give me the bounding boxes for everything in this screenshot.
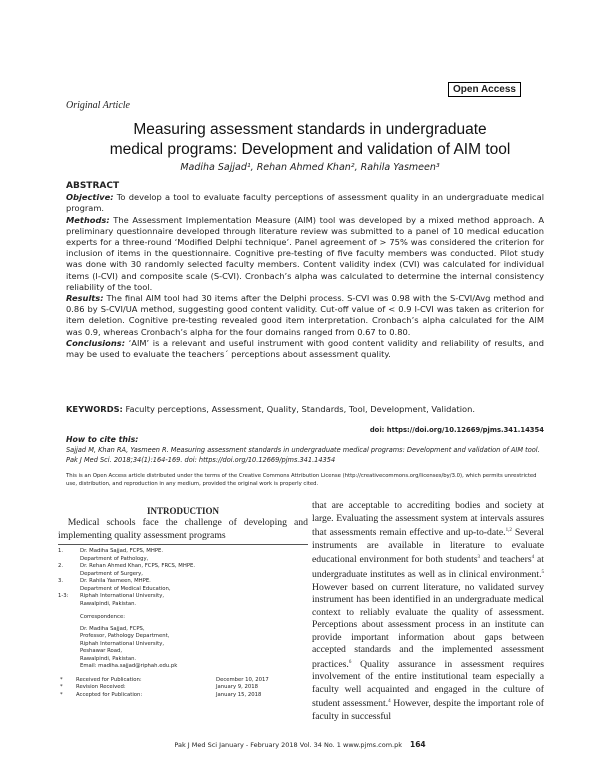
correspondence-line: Dr. Madiha Sajjad, FCPS, xyxy=(80,625,145,632)
correspondence-label: Correspondence: xyxy=(80,614,125,620)
conclusions-label: Conclusions: xyxy=(66,337,126,348)
introduction-heading: INTRODUCTION xyxy=(146,506,219,516)
abstract-conclusions xyxy=(66,338,544,360)
bullet-icon: * xyxy=(60,691,63,698)
footnote-number: 3. xyxy=(58,578,64,584)
title-line-1: Measuring assessment standards in undergraduate xyxy=(133,121,487,138)
article-type: Original Article xyxy=(66,100,130,111)
date-value: January 15, 2018 xyxy=(216,691,262,698)
date-row-accepted xyxy=(58,692,308,700)
open-access-badge: Open Access xyxy=(448,82,521,97)
citation-ref: 1,2 xyxy=(505,528,512,533)
body-text: Several instruments are available in literature to evaluate educational environment for both students xyxy=(312,527,544,566)
objective-text: To develop a tool to evaluate faculty perceptions of assessment quality in an undergraduate medical program. xyxy=(66,192,544,214)
body-text: that are acceptable to accrediting bodies and society at large. Evaluating the assessment system at intervals assures that assessments remain effective and up-to-date. xyxy=(312,500,544,539)
body-text: at undergraduate institutes as well as in clinical environment. xyxy=(312,554,544,581)
date-value: January 9, 2018 xyxy=(216,684,258,690)
date-value: December 10, 2017 xyxy=(216,676,269,683)
keywords-label: KEYWORDS: xyxy=(66,404,123,414)
license-notice: This is an Open Access article distributed under the terms of the Creative Commons Attribution License (http://creativecommons.org/licenses/by/3.0), which permits unrestricted use, distribution, and reproduction in any medium, provided the original work is properly cited. xyxy=(66,473,537,487)
results-label: Results: xyxy=(66,293,104,304)
date-row-received xyxy=(58,677,308,685)
footnote-affiliation xyxy=(58,593,308,608)
footnote-line: Department of Surgery, xyxy=(80,570,143,577)
correspondence-details xyxy=(58,626,308,671)
abstract-methods xyxy=(66,215,544,293)
bullet-icon: * xyxy=(60,676,63,683)
citation-ref: 6 xyxy=(348,659,352,665)
methods-text: The Assessment Implementation Measure (AIM) tool was developed by a mixed method approach. A preliminary questionnaire developed through literature review was submitted to a panel of 10 medical education experts for a three-round ‘Modified Delphi technique’. Panel agreement of > 75% was considered the criterion for inclusion of items in the questionnaire. Cognitive pre-testing of five faculty members was conducted. Pilot study was done with 30 randomly selected faculty members. Content validity index (CVI) was calculated for individual items (I-CVI) and composite scale (S-CVI). Cronbach’s alpha was calculated to determine the internal consistency reliability of the tool. xyxy=(66,214,544,292)
author-list: Madiha Sajjad¹, Rehan Ahmed Khan², Rahila Yasmeen³ xyxy=(180,162,440,173)
abstract-heading: ABSTRACT xyxy=(66,181,120,191)
body-text: and teachers xyxy=(480,554,532,566)
introduction-paragraph: Medical schools face the challenge of developing and implementing quality assessment programs xyxy=(58,517,308,541)
results-text: The final AIM tool had 30 items after the Delphi process. S-CVI was 0.98 with the S-CVI/Avg method and 0.86 by S-CVI/UA method, suggesting good content validity. Cut-off value of < 0.9 I-CVI was taken as criterion for item deletion. Cognitive pre-testing revealed good item interpretation. Cronbach’s alpha calculated for the AIM was 0.9, whereas Cronbach’s alpha for the four domains ranged from 0.67 to 0.80. xyxy=(66,293,544,337)
body-right-column xyxy=(312,500,544,724)
keywords-text: Faculty perceptions, Assessment, Quality, Standards, Tool, Development, Validation. xyxy=(122,404,476,414)
citation-ref: 4 xyxy=(531,555,535,561)
body-text: Quality assurance in assessment requires involvement of the entire institutional team especially a faculty well acquainted and engaged in the culture of student assessment. xyxy=(312,658,544,710)
abstract-objective xyxy=(66,192,544,214)
publication-dates xyxy=(58,677,308,700)
footnote-number: 2. xyxy=(58,563,64,569)
date-label: Received for Publication: xyxy=(76,676,142,683)
correspondence-line: Peshawar Road, xyxy=(80,648,123,654)
footer-journal-info: Pak J Med Sci January - February 2018 Vol. 34 No. 1 www.pjms.com.pk xyxy=(174,741,402,749)
title-line-2: medical programs: Development and validation of AIM tool xyxy=(109,141,511,158)
correspondence-line: Riphah International University, xyxy=(80,640,165,647)
footnote-2 xyxy=(58,563,308,578)
body-text: However based on current literature, no validated survey instrument has been identified in an undergraduate medical context to reliably evaluate the quality of assessment. Perceptions about assessment process in an institute can provide important information about gaps between accepted standards and the implemented assessment practices. xyxy=(312,581,544,670)
bullet-icon: * xyxy=(60,684,63,690)
objective-label: Objective: xyxy=(66,192,114,203)
date-label: Revision Received: xyxy=(76,684,126,690)
date-label: Accepted for Publication: xyxy=(76,691,143,698)
footnote-3 xyxy=(58,578,308,593)
citation-ref: 4 xyxy=(388,699,391,705)
citation-ref: 3 xyxy=(477,555,481,561)
abstract-results xyxy=(66,293,544,338)
citation-ref: 5 xyxy=(541,569,544,575)
footnote-number: 1-3: xyxy=(58,593,69,599)
cite-heading: How to cite this: xyxy=(66,435,139,444)
footnote-line: Dr. Rahila Yasmeen, MHPE. xyxy=(80,578,151,584)
footnote-line: Riphah International University, xyxy=(80,593,165,599)
conclusions-text: ‘AIM’ is a relevant and useful instrument with good content validity and reliability of results, and may be used to evaluate the teachers´ perceptions about assessment quality. xyxy=(66,337,544,360)
footnote-line: Dr. Madiha Sajjad, FCPS, MHPE. xyxy=(80,548,164,554)
footnote-line: Department of Pathology, xyxy=(80,555,149,562)
footnote-1 xyxy=(58,548,308,563)
body-text: However, despite the important role of faculty in successful xyxy=(312,698,544,723)
keywords xyxy=(66,404,544,414)
footnote-number: 1. xyxy=(58,548,64,554)
page-footer xyxy=(0,740,600,749)
doi-link[interactable]: doi: https://doi.org/10.12669/pjms.341.14354 xyxy=(369,426,544,434)
footnote-line: Department of Medical Education, xyxy=(80,585,171,592)
abstract xyxy=(66,181,544,360)
correspondence-email[interactable]: Email: madiha.sajjad@riphah.edu.pk xyxy=(80,663,178,669)
page-number: 164 xyxy=(409,740,426,749)
correspondence-line: Professor, Pathology Department, xyxy=(80,633,170,639)
footnote-line: Rawalpindi, Pakistan. xyxy=(80,600,137,607)
article-title xyxy=(40,120,580,160)
author-footnotes xyxy=(58,548,308,699)
cite-text: Sajjad M, Khan RA, Yasmeen R. Measuring assessment standards in undergraduate medical programs: Development and validation of AIM tool. Pak J Med Sci. 2018;34(1):164-169. doi: https://doi.org/10.12669/pjms.341.14354 xyxy=(66,446,540,464)
footnote-line: Dr. Rehan Ahmed Khan, FCPS, FRCS, MHPE. xyxy=(80,563,196,569)
date-row-revision xyxy=(58,684,308,692)
footnote-divider xyxy=(58,544,308,545)
correspondence-line: Rawalpindi, Pakistan. xyxy=(80,655,137,662)
methods-label: Methods: xyxy=(66,214,110,225)
